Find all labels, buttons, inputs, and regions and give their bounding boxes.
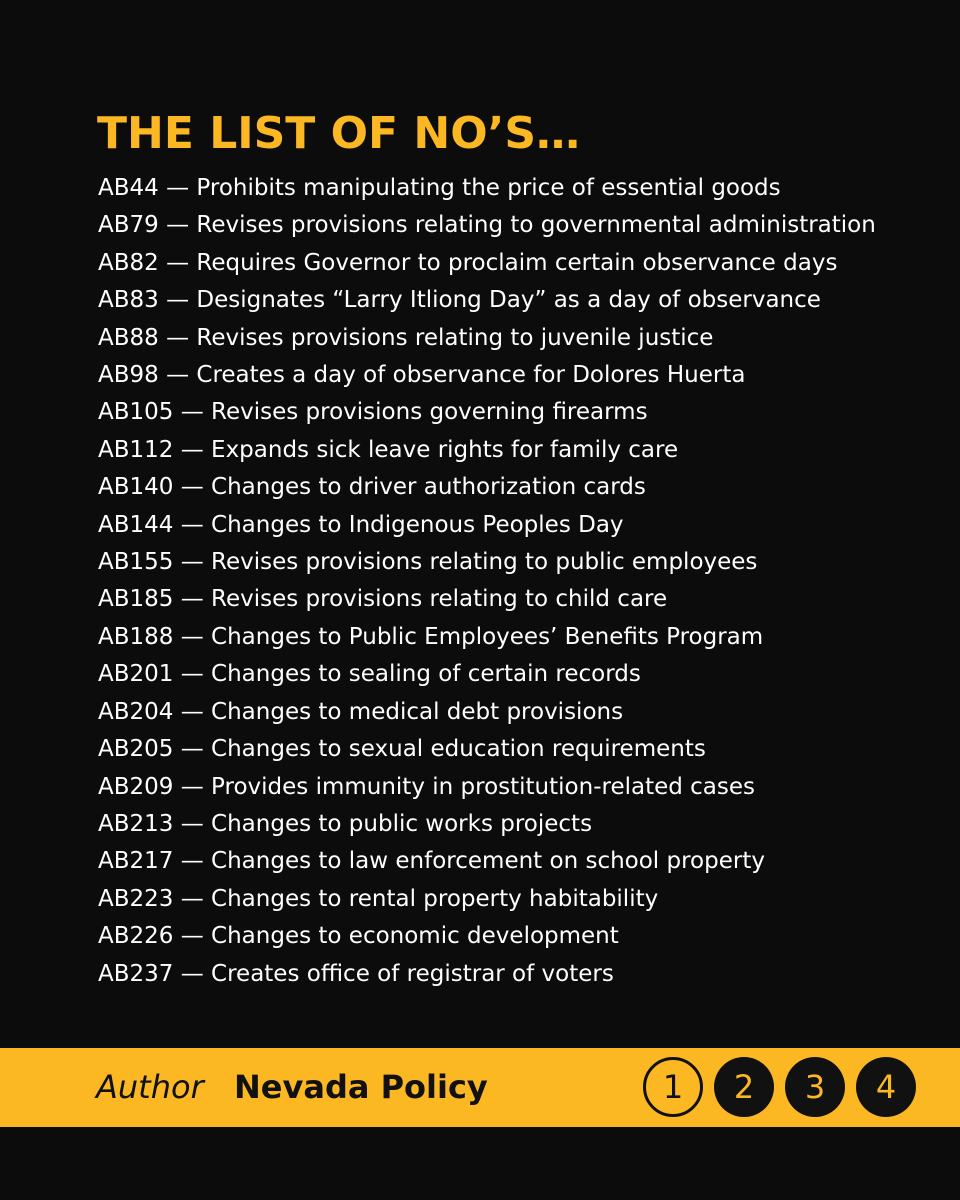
footer-bar	[0, 1048, 960, 1127]
bill-item: AB155 — Revises provisions relating to public employees	[98, 549, 758, 576]
bill-item: AB144 — Changes to Indigenous Peoples Day	[98, 511, 624, 538]
bill-item: AB204 — Changes to medical debt provisions	[98, 698, 624, 725]
bill-item: AB237 — Creates office of registrar of voters	[98, 960, 614, 987]
bill-item: AB88 — Revises provisions relating to juvenile justice	[98, 324, 714, 351]
bill-item: AB112 — Expands sick leave rights for family care	[98, 436, 679, 463]
bill-item: AB82 — Requires Governor to proclaim certain observance days	[98, 249, 838, 276]
bill-item: AB226 — Changes to economic development	[98, 923, 619, 950]
author-label: Author	[96, 1068, 204, 1106]
bill-item: AB83 — Designates “Larry Itliong Day” as a day of observance	[98, 287, 821, 314]
bill-item: AB205 — Changes to sexual education requirements	[98, 736, 706, 763]
bill-item: AB140 — Changes to driver authorization cards	[98, 474, 646, 501]
page-indicator	[643, 1057, 916, 1117]
author-name: Nevada Policy	[234, 1068, 488, 1106]
page-title: THE LIST OF NO’S…	[97, 108, 581, 159]
bill-item: AB105 — Revises provisions governing firearms	[98, 399, 648, 426]
page-dot-2[interactable]: 2	[714, 1057, 774, 1117]
bill-item: AB98 — Creates a day of observance for Dolores Huerta	[98, 362, 746, 389]
bill-item: AB217 — Changes to law enforcement on school property	[98, 848, 765, 875]
bill-item: AB188 — Changes to Public Employees’ Benefits Program	[98, 623, 764, 650]
bill-item: AB201 — Changes to sealing of certain records	[98, 661, 641, 688]
bill-item: AB44 — Prohibits manipulating the price of essential goods	[98, 175, 781, 201]
page-dot-3[interactable]: 3	[785, 1057, 845, 1117]
bill-item: AB223 — Changes to rental property habitability	[98, 885, 659, 912]
bill-item: AB213 — Changes to public works projects	[98, 810, 593, 837]
bill-item: AB209 — Provides immunity in prostitution-related cases	[98, 773, 756, 800]
page-dot-4[interactable]: 4	[856, 1057, 916, 1117]
bill-item: AB79 — Revises provisions relating to governmental administration	[98, 212, 876, 239]
page-dot-1[interactable]: 1	[643, 1057, 703, 1117]
bill-list	[98, 170, 876, 993]
bill-item: AB185 — Revises provisions relating to child care	[98, 586, 668, 613]
